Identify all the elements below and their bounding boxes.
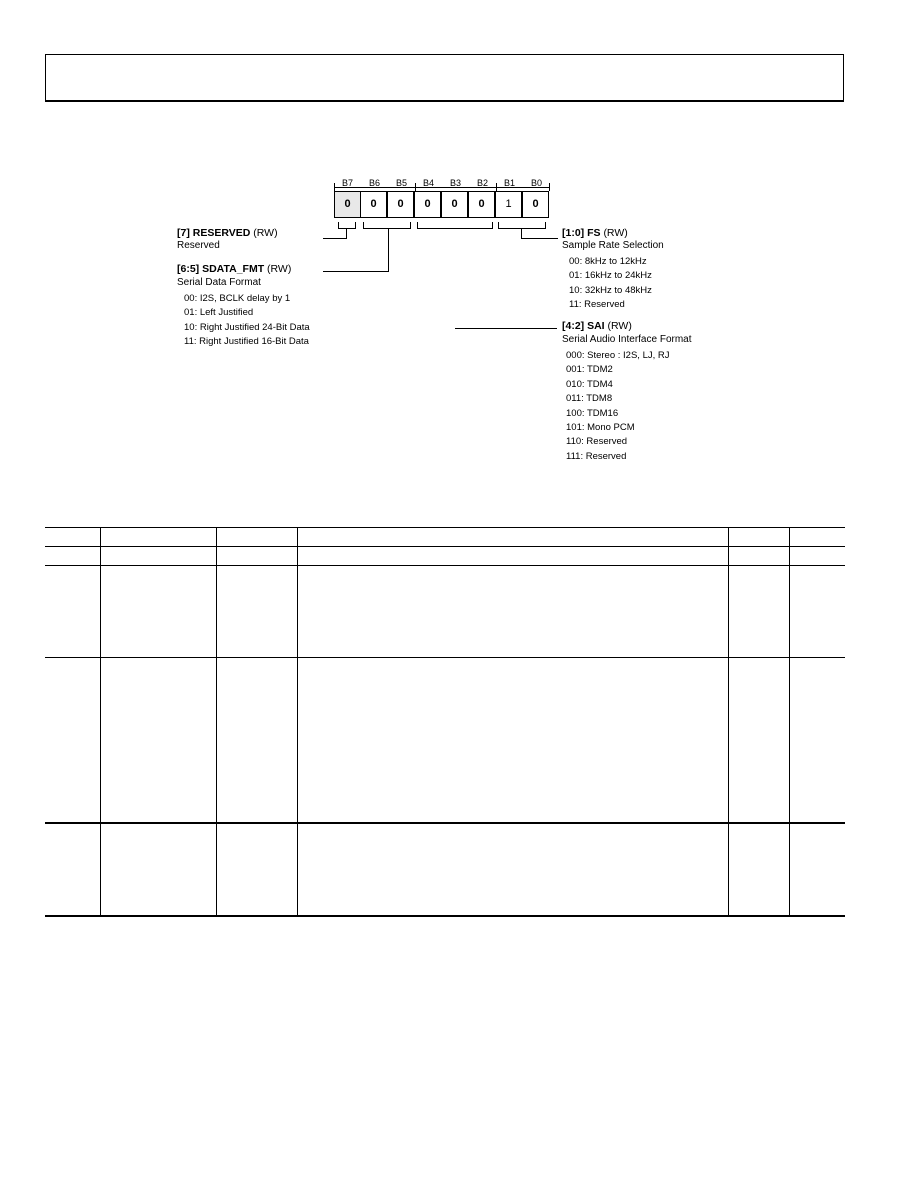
option-sai: 000: Stereo : I2S, LJ, RJ bbox=[566, 350, 670, 361]
field-access: (RW) bbox=[267, 263, 292, 275]
option-sdata-fmt: 11: Right Justified 16-Bit Data bbox=[184, 336, 309, 347]
option-fs: 01: 16kHz to 24kHz bbox=[569, 270, 652, 281]
bit-value-b1: 1 bbox=[495, 191, 522, 218]
table-row bbox=[45, 658, 845, 824]
table-cell bbox=[729, 547, 790, 566]
bracket-b10-base bbox=[498, 228, 546, 229]
col-description bbox=[297, 528, 728, 547]
field-desc-fs: Sample Rate Selection bbox=[562, 240, 664, 251]
table-cell bbox=[100, 823, 216, 916]
table-cell bbox=[297, 658, 728, 824]
option-sai: 111: Reserved bbox=[566, 451, 627, 462]
leader-reserved bbox=[323, 238, 347, 239]
field-name: FS bbox=[587, 227, 601, 239]
field-desc-sdata-fmt: Serial Data Format bbox=[177, 277, 261, 288]
bit-label-b7: B7 bbox=[341, 178, 353, 188]
bracket-b7-base bbox=[338, 228, 356, 229]
table-cell bbox=[729, 658, 790, 824]
bit-value-b7: 0 bbox=[334, 191, 361, 218]
field-range: [6:5] bbox=[177, 263, 200, 275]
table-cell bbox=[790, 658, 845, 824]
field-range: [4:2] bbox=[562, 320, 585, 332]
table-cell bbox=[45, 566, 100, 658]
bracket-b65-base bbox=[363, 228, 411, 229]
leader-sdata-stem bbox=[388, 228, 389, 272]
table-cell bbox=[216, 547, 297, 566]
option-fs: 11: Reserved bbox=[569, 299, 625, 310]
table-cell bbox=[790, 823, 845, 916]
bracket-b42-base bbox=[417, 228, 493, 229]
table-cell bbox=[297, 823, 728, 916]
option-fs: 00: 8kHz to 12kHz bbox=[569, 256, 647, 267]
option-sdata-fmt: 00: I2S, BCLK delay by 1 bbox=[184, 293, 291, 304]
bit-value-b0: 0 bbox=[522, 191, 549, 218]
bit-label-b6: B6 bbox=[368, 178, 380, 188]
table-row bbox=[45, 547, 845, 566]
option-sai: 010: TDM4 bbox=[566, 379, 613, 390]
table-cell bbox=[297, 547, 728, 566]
field-title-fs bbox=[562, 227, 628, 239]
option-sdata-fmt: 10: Right Justified 24-Bit Data bbox=[184, 322, 310, 333]
bit-label-b1: B1 bbox=[503, 178, 515, 188]
col-settings bbox=[216, 528, 297, 547]
bracket-b10-right bbox=[545, 222, 546, 228]
table-row bbox=[45, 823, 845, 916]
col-bit-name bbox=[100, 528, 216, 547]
leader-reserved-stem bbox=[346, 228, 347, 238]
field-access: (RW) bbox=[607, 320, 632, 332]
bit-label-b4: B4 bbox=[422, 178, 434, 188]
table-cell bbox=[297, 566, 728, 658]
bit-label-b5: B5 bbox=[395, 178, 407, 188]
table-cell bbox=[45, 658, 100, 824]
register-bit-diagram bbox=[0, 0, 918, 500]
option-sai: 100: TDM16 bbox=[566, 408, 619, 419]
field-access: (RW) bbox=[603, 227, 628, 239]
col-reset bbox=[729, 528, 790, 547]
option-fs: 10: 32kHz to 48kHz bbox=[569, 285, 652, 296]
table-cell bbox=[790, 566, 845, 658]
field-name: SAI bbox=[587, 320, 605, 332]
table-cell bbox=[100, 566, 216, 658]
col-bits bbox=[45, 528, 100, 547]
field-access: (RW) bbox=[253, 227, 278, 239]
table-cell bbox=[100, 658, 216, 824]
bit-value-b6: 0 bbox=[360, 191, 387, 218]
bit-value-b5: 0 bbox=[387, 191, 414, 218]
option-sai: 011: TDM8 bbox=[566, 393, 613, 404]
table-cell bbox=[100, 547, 216, 566]
bit-label-b0: B0 bbox=[530, 178, 542, 188]
option-sdata-fmt: 01: Left Justified bbox=[184, 307, 254, 318]
leader-sai bbox=[455, 328, 557, 329]
bit-value-b3: 0 bbox=[441, 191, 468, 218]
field-title-reserved bbox=[177, 227, 278, 239]
field-title-sdata-fmt bbox=[177, 263, 291, 275]
table-row bbox=[45, 566, 845, 658]
bracket-b65-right bbox=[410, 222, 411, 228]
table-cell bbox=[216, 566, 297, 658]
field-title-sai bbox=[562, 320, 632, 332]
bit-value-b2: 0 bbox=[468, 191, 495, 218]
bracket-b42-right bbox=[492, 222, 493, 228]
leader-sdata bbox=[323, 271, 389, 272]
table-cell bbox=[45, 547, 100, 566]
field-desc-reserved: Reserved bbox=[177, 240, 220, 251]
table-cell bbox=[729, 566, 790, 658]
table-header-row bbox=[45, 528, 845, 547]
option-sai: 101: Mono PCM bbox=[566, 422, 635, 433]
leader-fs bbox=[521, 238, 558, 239]
leader-fs-stem bbox=[521, 228, 522, 238]
field-name: SDATA_FMT bbox=[202, 263, 265, 275]
field-range: [7] bbox=[177, 227, 190, 239]
bracket-b7-right bbox=[355, 222, 356, 228]
bit-label-b3: B3 bbox=[449, 178, 461, 188]
field-desc-sai: Serial Audio Interface Format bbox=[562, 334, 692, 345]
table-cell bbox=[729, 823, 790, 916]
option-sai: 001: TDM2 bbox=[566, 364, 613, 375]
table-cell bbox=[45, 823, 100, 916]
table-cell bbox=[216, 823, 297, 916]
bit-label-b2: B2 bbox=[476, 178, 488, 188]
register-bit-table bbox=[45, 527, 845, 917]
table-cell bbox=[216, 658, 297, 824]
field-name: RESERVED bbox=[192, 227, 251, 239]
option-sai: 110: Reserved bbox=[566, 436, 628, 447]
field-range: [1:0] bbox=[562, 227, 585, 239]
col-access bbox=[790, 528, 845, 547]
bit-value-b4: 0 bbox=[414, 191, 441, 218]
table-cell bbox=[790, 547, 845, 566]
